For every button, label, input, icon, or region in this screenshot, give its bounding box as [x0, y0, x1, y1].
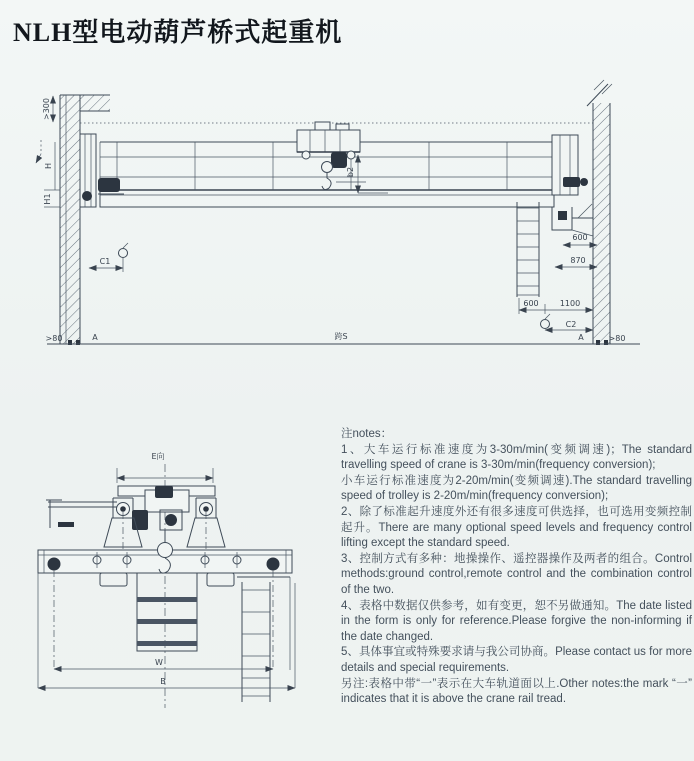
page-title: NLH型电动葫芦桥式起重机 [13, 18, 343, 47]
dim-w: W [155, 658, 163, 667]
hook-pulley [158, 543, 173, 558]
left-a: A [92, 333, 98, 342]
left-dimensions [36, 96, 128, 343]
note-item: 小车运行标准速度为2-20m/min(变频调速).The standard travelling speed of trolley is 2-20m/min(frequency conversion); [341, 474, 692, 503]
dim-600-top: 600 [572, 233, 588, 242]
view-label: E向 [151, 452, 165, 461]
hoist-trolley [297, 122, 360, 190]
left-bracket-arm [46, 500, 117, 528]
note-item: 1、大车运行标准速度为3-30m/min(变频调速)；The standard travelling speed of crane is 3-30m/min(frequency conversion); [341, 443, 692, 472]
left-wall [60, 95, 110, 345]
end-view-trolley [113, 486, 216, 530]
dim-b: B [160, 677, 166, 686]
dim-1100: 1100 [559, 299, 581, 308]
dim-c1: C1 [99, 257, 111, 266]
note-item: 3、控制方式有多种：地操操作、遥控器操作及两者的组合。Control methods:ground control,remote control and the combination control of the two. [341, 552, 692, 596]
span-label: 跨S [334, 332, 348, 341]
right-wall [587, 80, 612, 345]
note-item: 另注:表格中带“一”表示在大车轨道面以上.Other notes:the mark “一” indicates that it is above the crane rail tread. [341, 677, 692, 706]
note-item: 5、具体事宜或特殊要求请与我公司协商。Please contact us for more details and special requirements. [341, 646, 692, 674]
dim-h1: H1 [43, 193, 52, 205]
notes-heading: 注notes： [341, 428, 393, 440]
roof-clearance: >300 [42, 98, 51, 120]
width-dimensions [38, 570, 295, 688]
end-view-ladder [237, 577, 290, 702]
datum-symbol [541, 320, 550, 329]
dim-c2: C2 [565, 320, 577, 329]
front-elevation-drawing [14, 76, 678, 380]
dim-600-bottom: 600 [523, 299, 539, 308]
note-item: 4、表格中数据仅供参考，如有变更，恕不另做通知。The date listed in the form is only for reference.Please forgive the non-informing if the date changed. [341, 599, 692, 643]
left-clearance: >80 [45, 334, 63, 343]
end-view-drawing [18, 428, 340, 760]
notes-block [341, 427, 692, 708]
left-end-truck [80, 134, 124, 207]
right-end-truck [552, 135, 593, 236]
note-item: 2、除了标准起升速度外还有很多速度可供选择，也可选用变频控制起升。There are many optional speed levels and frequency control lifting except the standard speed. [341, 505, 692, 550]
right-clearance: >80 [608, 334, 626, 343]
dim-h: H [44, 162, 53, 170]
dim-870: 870 [570, 256, 586, 265]
center-box [137, 573, 197, 651]
span-dimension [47, 331, 640, 344]
b2-label: b2 [346, 166, 355, 178]
datum-symbol [119, 249, 128, 258]
front-ladder [517, 202, 539, 297]
right-a: A [578, 333, 584, 342]
